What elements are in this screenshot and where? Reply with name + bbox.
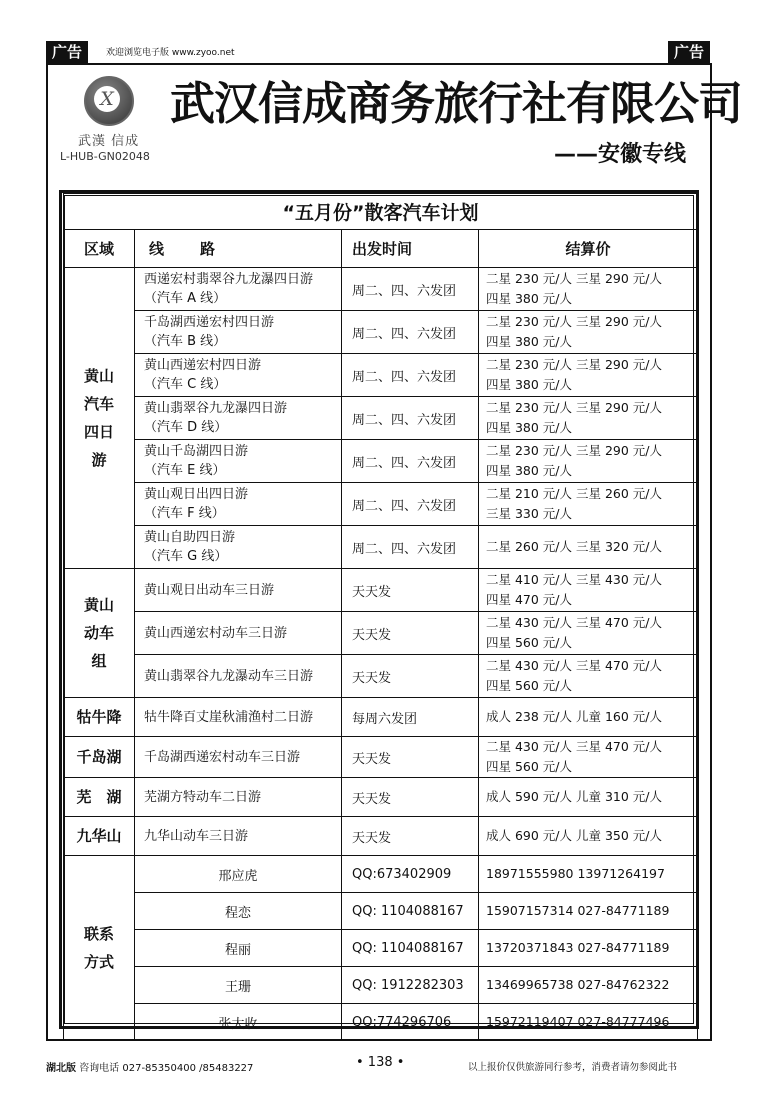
price-cell: 二星 230 元/人 三星 290 元/人 四星 380 元/人: [479, 397, 698, 440]
route-cell: 黄山翡翠谷九龙瀑四日游 （汽车 D 线）: [135, 397, 342, 440]
price-cell: 二星 230 元/人 三星 290 元/人 四星 380 元/人: [479, 268, 698, 311]
contact-phones: 15972119407 027-84777496: [479, 1004, 698, 1041]
route-cell: 千岛湖西递宏村四日游 （汽车 B 线）: [135, 311, 342, 354]
depart-cell: 周二、四、六发团: [342, 440, 479, 483]
contact-phones: 18971555980 13971264197: [479, 856, 698, 893]
price-cell: 二星 210 元/人 三星 260 元/人 三星 330 元/人: [479, 483, 698, 526]
footer-phone: 咨询电话 027-85350400 /85483227: [79, 1063, 254, 1074]
route-cell: 黄山观日出动车三日游: [135, 569, 342, 612]
table-row: [64, 569, 698, 612]
route-cell: 黄山西递宏村动车三日游: [135, 612, 342, 655]
price-cell: 二星 430 元/人 三星 470 元/人 四星 560 元/人: [479, 737, 698, 778]
contact-phones: 13720371843 027-84771189: [479, 930, 698, 967]
table-row: [64, 817, 698, 856]
region-cell: 芜 湖: [64, 778, 135, 817]
price-cell: 二星 410 元/人 三星 430 元/人 四星 470 元/人: [479, 569, 698, 612]
price-cell: 二星 230 元/人 三星 290 元/人 四星 380 元/人: [479, 311, 698, 354]
contact-row: [64, 967, 698, 1004]
depart-cell: 每周六发团: [342, 698, 479, 737]
region-cell: 黄山 汽车 四日 游: [64, 268, 135, 569]
contact-name: 邢应虎: [135, 856, 342, 893]
contact-name: 张大收: [135, 1004, 342, 1041]
price-cell: 二星 260 元/人 三星 320 元/人: [479, 526, 698, 569]
region-cell: 九华山: [64, 817, 135, 856]
table-row: [64, 440, 698, 483]
ad-tag-right: 广告: [668, 41, 710, 63]
depart-cell: 天天发: [342, 612, 479, 655]
contact-qq: QQ:774296706: [342, 1004, 479, 1041]
company-logo-icon: X: [84, 76, 134, 126]
header-depart: 出发时间: [342, 230, 479, 268]
route-cell: 黄山翡翠谷九龙瀑动车三日游: [135, 655, 342, 698]
table-row: [64, 778, 698, 817]
table-row: [64, 612, 698, 655]
table-row: [64, 526, 698, 569]
table-row: [64, 655, 698, 698]
depart-cell: 周二、四、六发团: [342, 526, 479, 569]
line-subtitle: ——安徽专线: [554, 142, 687, 167]
page-number: • 138 •: [356, 1055, 405, 1070]
contact-row: [64, 930, 698, 967]
footer-note: 以上报价仅供旅游同行参考，消费者请勿参阅此书: [468, 1062, 678, 1073]
region-cell: 牯牛降: [64, 698, 135, 737]
logo-name: 武漢 信成: [78, 134, 140, 149]
depart-cell: 天天发: [342, 569, 479, 612]
route-cell: 黄山自助四日游 （汽车 G 线）: [135, 526, 342, 569]
depart-cell: 周二、四、六发团: [342, 354, 479, 397]
footer-contact: [46, 1059, 253, 1074]
contact-qq: QQ: 1104088167: [342, 893, 479, 930]
route-cell: 黄山观日出四日游 （汽车 F 线）: [135, 483, 342, 526]
contact-row: [64, 856, 698, 893]
contact-qq: QQ: 1104088167: [342, 930, 479, 967]
price-cell: 二星 430 元/人 三星 470 元/人 四星 560 元/人: [479, 655, 698, 698]
depart-cell: 周二、四、六发团: [342, 311, 479, 354]
welcome-text[interactable]: 欢迎浏览电子版 www.zyoo.net: [106, 48, 235, 58]
schedule-table: [63, 193, 698, 1041]
table-title: “五月份”散客汽车计划: [64, 194, 698, 230]
table-row: [64, 483, 698, 526]
price-cell: 二星 430 元/人 三星 470 元/人 四星 560 元/人: [479, 612, 698, 655]
price-cell: 二星 230 元/人 三星 290 元/人 四星 380 元/人: [479, 354, 698, 397]
header-region: 区域: [64, 230, 135, 268]
price-cell: 成人 238 元/人 儿童 160 元/人: [479, 698, 698, 737]
footer-edition: 湖北版: [46, 1063, 76, 1074]
depart-cell: 周二、四、六发团: [342, 268, 479, 311]
contact-qq: QQ:673402909: [342, 856, 479, 893]
contact-name: 程恋: [135, 893, 342, 930]
depart-cell: 天天发: [342, 817, 479, 856]
region-cell: 黄山 动车 组: [64, 569, 135, 698]
table-row: [64, 354, 698, 397]
depart-cell: 天天发: [342, 737, 479, 778]
depart-cell: 周二、四、六发团: [342, 397, 479, 440]
depart-cell: 周二、四、六发团: [342, 483, 479, 526]
route-cell: 芜湖方特动车二日游: [135, 778, 342, 817]
route-cell: 黄山千岛湖四日游 （汽车 E 线）: [135, 440, 342, 483]
contact-phones: 13469965738 027-84762322: [479, 967, 698, 1004]
contact-name: 王珊: [135, 967, 342, 1004]
header-price: 结算价: [479, 230, 698, 268]
table-row: [64, 397, 698, 440]
contact-name: 程丽: [135, 930, 342, 967]
depart-cell: 天天发: [342, 778, 479, 817]
route-cell: 黄山西递宏村四日游 （汽车 C 线）: [135, 354, 342, 397]
contact-qq: QQ: 1912282303: [342, 967, 479, 1004]
contact-phones: 15907157314 027-84771189: [479, 893, 698, 930]
table-row: [64, 737, 698, 778]
contact-row: [64, 1004, 698, 1041]
ad-tag-left: 广告: [46, 41, 88, 63]
price-cell: 成人 690 元/人 儿童 350 元/人: [479, 817, 698, 856]
price-cell: 二星 230 元/人 三星 290 元/人 四星 380 元/人: [479, 440, 698, 483]
route-cell: 西递宏村翡翠谷九龙瀑四日游 （汽车 A 线）: [135, 268, 342, 311]
route-cell: 牯牛降百丈崖秋浦渔村二日游: [135, 698, 342, 737]
table-row: [64, 311, 698, 354]
table-row: [64, 698, 698, 737]
price-cell: 成人 590 元/人 儿童 310 元/人: [479, 778, 698, 817]
table-row: [64, 268, 698, 311]
company-name: 武汉信成商务旅行社有限公司: [170, 77, 743, 130]
region-cell: 千岛湖: [64, 737, 135, 778]
route-cell: 九华山动车三日游: [135, 817, 342, 856]
depart-cell: 天天发: [342, 655, 479, 698]
header-route: 线 路: [135, 230, 342, 268]
license-code: L-HUB-GN02048: [60, 150, 150, 163]
route-cell: 千岛湖西递宏村动车三日游: [135, 737, 342, 778]
contact-row: [64, 893, 698, 930]
region-cell: 联系 方式: [64, 856, 135, 1041]
